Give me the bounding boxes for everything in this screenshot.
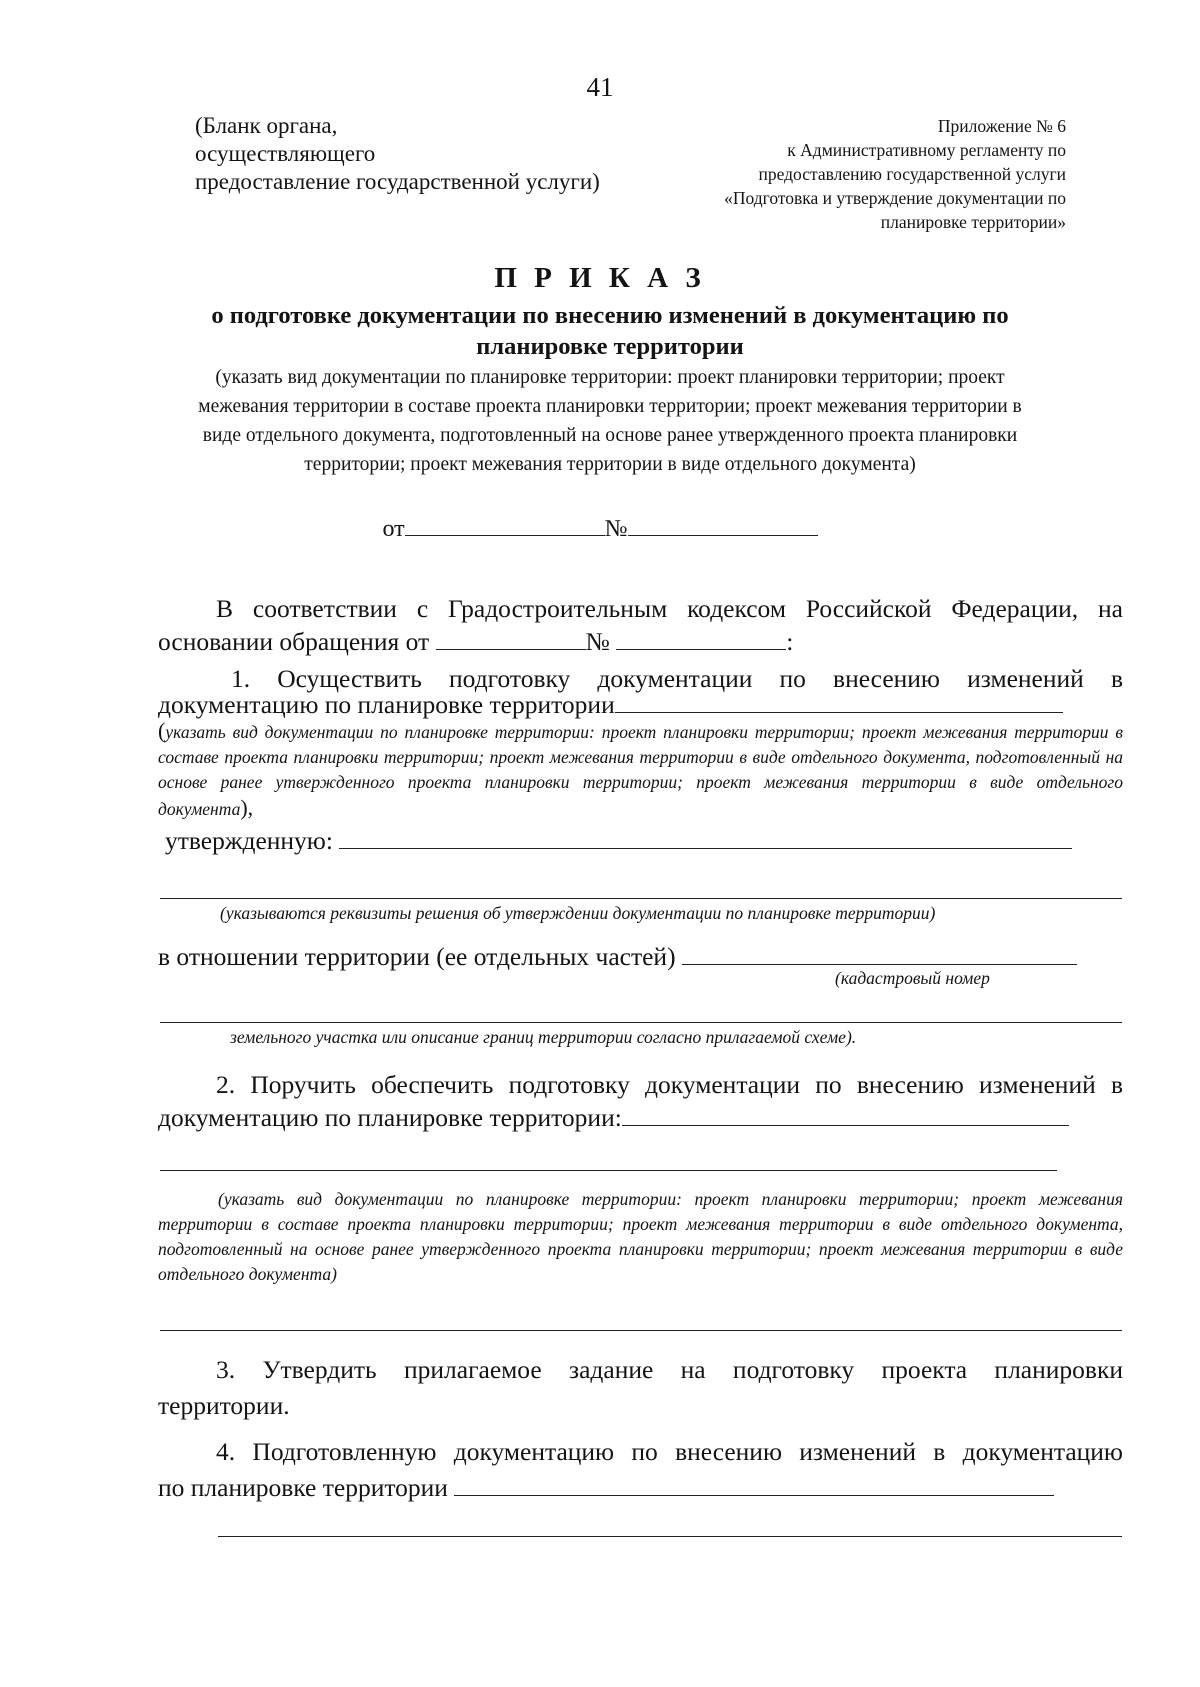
approved-note: (указываются реквизиты решения об утверждении документации по планировке территории) — [220, 903, 936, 923]
order-hint-line: межевания территории в составе проекта планировки территории; проект межевания территории в — [198, 396, 1022, 417]
number-label: № — [604, 516, 628, 542]
order-subject-line: планировке территории — [476, 333, 744, 360]
item-2-hint: (указать вид документации по планировке территории: проект планировки территории; проект межевания территории в составе проекта планировки территории; проект межевания территории в виде отдельного документа, подготовленный на основе ранее утвержденного проекта планировки территории; проект межевания территории в виде отдельного документа) — [158, 1189, 1123, 1284]
item-1-line: 1. Осуществить подготовку документации по внесению изменений в — [231, 664, 1123, 693]
hint-open: ( — [158, 718, 166, 743]
order-title: П Р И К А З — [494, 262, 706, 294]
date-label: от — [382, 516, 405, 542]
item-2-line: 2. Поручить обеспечить подготовку документации по внесению изменений в — [216, 1070, 1123, 1099]
item-1-text: документацию по планировке территории — [158, 690, 615, 719]
issuer-note — [195, 112, 655, 196]
appendix-line: планировке территории» — [880, 212, 1066, 232]
issuer-note-line: осуществляющего — [195, 141, 376, 166]
appendix-line: «Подготовка и утверждение документации по — [724, 188, 1066, 208]
item-2 — [158, 1068, 1123, 1134]
order-hint-line: (указать вид документации по планировке территории: проект планировки территории; проект — [215, 367, 1005, 388]
item-3-line-2: территории. — [158, 1391, 290, 1420]
appendix-reference — [596, 114, 1066, 234]
item-1-hint-text: указать вид документации по планировке территории: проект планировки территории; проект межевания территории в составе проекта планировки территории; проект межевания территории в виде отдельного документа, подготовленный на основе ранее утвержденного проекта планировки территории; проект межевания территории в виде отдельного документа — [158, 722, 1123, 819]
cadastral-note: (кадастровый номер — [835, 968, 990, 988]
land-description-blank[interactable] — [160, 1022, 1122, 1023]
item-2-doc-type-blank[interactable] — [622, 1125, 1069, 1126]
preamble-line: В соответствии с Градостроительным кодексом Российской Федерации, на — [216, 594, 1123, 623]
item-3-line: 3. Утвердить прилагаемое задание на подготовку проекта планировки — [216, 1355, 1123, 1384]
issuer-note-line: предоставление государственной услуги) — [195, 169, 600, 194]
appeal-date-label: основании обращения от — [158, 627, 430, 656]
hint-close: ), — [240, 795, 254, 820]
date-blank[interactable] — [405, 535, 605, 536]
item-1 — [158, 666, 1123, 718]
appendix-line: Приложение № 6 — [937, 116, 1066, 136]
item-1-hint — [158, 718, 1123, 822]
item-3 — [158, 1352, 1123, 1424]
appendix-line: к Административному регламенту по — [787, 140, 1066, 160]
item-2-blank-2[interactable] — [160, 1170, 1057, 1171]
item-4-blank-2[interactable] — [218, 1536, 1122, 1537]
page-number: 41 — [586, 72, 614, 102]
item-1-line-2 — [158, 692, 1123, 718]
approved-details-blank-2[interactable] — [160, 898, 1122, 899]
item-2-text: документацию по планировке территории: — [158, 1103, 622, 1132]
item-4-line: 4. Подготовленную документацию по внесению изменений в документацию — [216, 1437, 1123, 1466]
approved-details-blank[interactable] — [339, 848, 1072, 849]
appeal-date-blank[interactable] — [436, 649, 586, 650]
appeal-number-blank[interactable] — [616, 649, 786, 650]
colon: : — [786, 627, 794, 656]
approved-label: утвержденную: — [165, 826, 333, 855]
preamble-line-2 — [158, 625, 1123, 658]
appeal-number-label: № — [585, 627, 610, 656]
order-subject-line: о подготовке документации по внесению изменений в документацию по — [211, 302, 1009, 329]
territory-label: в отношении территории (ее отдельных частей) — [158, 942, 676, 971]
order-hint-line: территории; проект межевания территории в виде отдельного документа) — [304, 454, 916, 475]
order-subject — [170, 300, 1050, 362]
preamble — [158, 592, 1123, 658]
order-hint — [160, 363, 1060, 479]
issuer-note-line: (Бланк органа, — [195, 113, 338, 138]
territory-blank[interactable] — [682, 964, 1077, 965]
appendix-line: предоставлению государственной услуги — [758, 164, 1066, 184]
order-date-number-row — [0, 516, 1200, 543]
item-4-text: по планировке территории — [158, 1473, 448, 1502]
item-2-line-2 — [158, 1101, 1123, 1134]
order-number-blank[interactable] — [628, 535, 818, 536]
item-2-blank-3[interactable] — [160, 1330, 1122, 1331]
approved-row — [165, 824, 1125, 857]
item-4-line-2 — [158, 1470, 1123, 1506]
land-note: земельного участка или описание границ территории согласно прилагаемой схеме). — [230, 1027, 857, 1047]
item-4-blank[interactable] — [454, 1495, 1054, 1496]
order-hint-line: виде отдельного документа, подготовленный на основе ранее утвержденного проекта планировки — [202, 425, 1018, 446]
item-1-doc-type-blank[interactable] — [615, 712, 1063, 713]
item-4 — [158, 1434, 1123, 1506]
